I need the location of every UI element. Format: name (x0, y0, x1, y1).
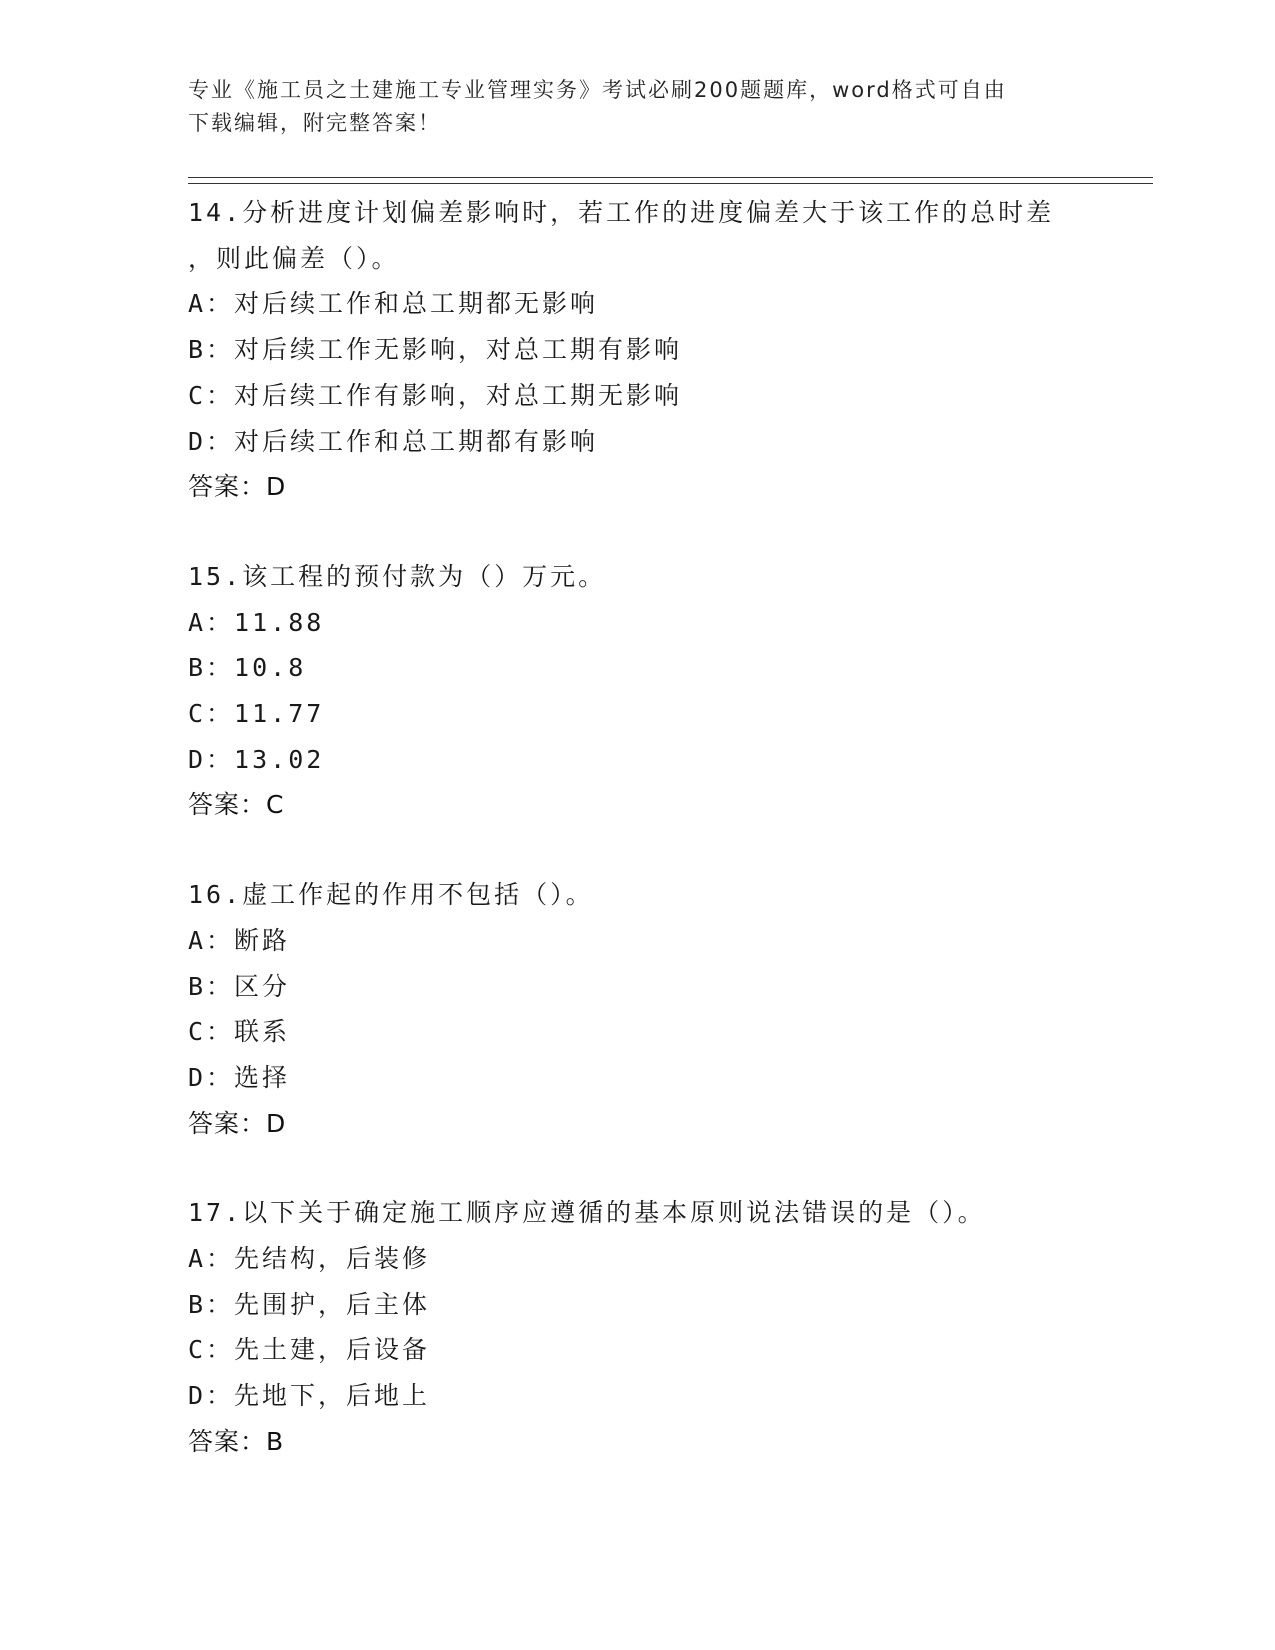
option-c: C：先土建，后设备 (188, 1335, 431, 1365)
question-list (188, 190, 1088, 1509)
answer-label: 答案： (188, 790, 267, 820)
option-c: C：对后续工作有影响，对总工期无影响 (188, 380, 683, 410)
option-a: A：11.88 (188, 607, 325, 637)
option-b: B：先围护，后主体 (188, 1289, 431, 1319)
option-a: A：对后续工作和总工期都无影响 (188, 289, 599, 319)
question-15 (188, 554, 1088, 828)
question-stem: 14.分析进度计划偏差影响时，若工作的进度偏差大于该工作的总时差 (188, 198, 1055, 227)
option-a: A：断路 (188, 925, 291, 955)
option-b: B：对后续工作无影响，对总工期有影响 (188, 335, 683, 365)
header-rule-top (188, 177, 1153, 178)
answer-value: D (266, 1108, 287, 1138)
document-header (188, 74, 1088, 140)
question-stem: 15.该工程的预付款为（）万元。 (188, 561, 607, 591)
question-17 (188, 1190, 1088, 1464)
option-b: B：10.8 (188, 653, 307, 683)
option-c: C：联系 (188, 1017, 291, 1047)
question-16 (188, 872, 1088, 1146)
answer-value: D (266, 472, 287, 502)
answer-value: B (266, 1426, 285, 1456)
question-14 (188, 190, 1088, 510)
answer-label: 答案： (188, 1426, 267, 1456)
answer-line (188, 1419, 1088, 1465)
option-d: D：先地下，后地上 (188, 1381, 431, 1411)
header-line-2: 下载编辑，附完整答案！ (188, 111, 441, 135)
answer-label: 答案： (188, 472, 267, 502)
answer-line (188, 1101, 1088, 1147)
answer-value: C (266, 790, 285, 820)
answer-line (188, 782, 1088, 828)
option-d: D：13.02 (188, 744, 325, 774)
header-line-1: 专业《施工员之土建施工专业管理实务》考试必刷200题题库，word格式可自由 (188, 78, 1007, 102)
question-stem: 16.虚工作起的作用不包括（）。 (188, 880, 594, 910)
answer-label: 答案： (188, 1108, 267, 1138)
option-b: B：区分 (188, 971, 291, 1001)
option-a: A：先结构，后装修 (188, 1244, 431, 1274)
header-rule-bottom (188, 183, 1153, 184)
option-d: D：选择 (188, 1062, 291, 1092)
option-d: D：对后续工作和总工期都有影响 (188, 426, 599, 456)
option-c: C：11.77 (188, 699, 325, 729)
question-stem: 17.以下关于确定施工顺序应遵循的基本原则说法错误的是（）。 (188, 1198, 986, 1228)
question-stem-continued: ，则此偏差（）。 (188, 243, 400, 273)
answer-line (188, 464, 1088, 510)
